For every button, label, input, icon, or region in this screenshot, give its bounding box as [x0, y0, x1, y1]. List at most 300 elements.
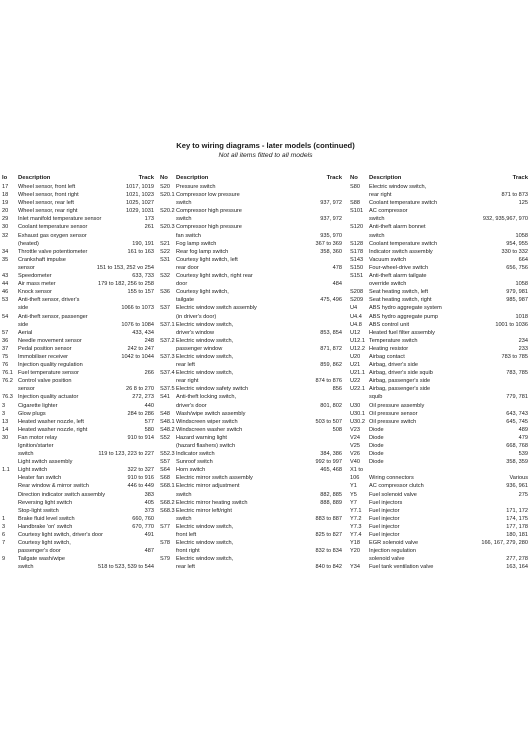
- item-description: Handbrake 'on' switch: [18, 523, 73, 530]
- table-row: [160, 523, 342, 531]
- item-track: 871, 872: [320, 345, 342, 352]
- table-row: [160, 450, 342, 458]
- item-description: Pressure switch: [176, 184, 216, 190]
- item-description: Cigarette lighter: [18, 402, 58, 409]
- item-number: S57: [160, 459, 170, 466]
- item-description: Fuel temperature sensor: [18, 370, 79, 377]
- item-description: switch: [176, 200, 192, 207]
- item-number: 36: [2, 337, 9, 344]
- item-number: 76: [2, 362, 9, 369]
- item-track: 275: [518, 491, 528, 498]
- item-description: Rear window & mirror switch: [18, 483, 89, 490]
- item-number: [2, 458, 18, 466]
- item-track: [339, 474, 342, 482]
- item-description: switch: [176, 491, 192, 498]
- table-row: [160, 418, 342, 426]
- item-description: ABS control unit: [369, 321, 410, 328]
- item-number: S20.3: [160, 224, 175, 231]
- item-description: Fog lamp switch: [176, 240, 217, 247]
- item-number: S22: [160, 248, 170, 255]
- table-row: [160, 426, 342, 434]
- item-number: U30: [350, 402, 361, 409]
- item-number: S78: [160, 540, 170, 547]
- item-number: 76.1: [2, 370, 13, 377]
- table-row: [2, 377, 154, 385]
- item-track: Various: [509, 475, 528, 482]
- table-row: [350, 272, 528, 280]
- item-number: S37.1: [160, 321, 175, 328]
- table-row: [350, 240, 528, 248]
- table-row: [2, 466, 154, 474]
- table-row: [160, 410, 342, 418]
- item-number: S68.1: [160, 483, 175, 490]
- table-row: [350, 393, 528, 401]
- item-number: 9: [2, 556, 6, 563]
- item-number: Y7.4: [350, 532, 362, 539]
- item-track: 883 to 887: [315, 515, 342, 522]
- column-header: [350, 174, 528, 183]
- item-number: S68: [160, 475, 170, 482]
- table-row: [160, 507, 342, 515]
- item-track: 954, 955: [506, 240, 528, 247]
- item-number: S20: [160, 184, 170, 190]
- table-row: [2, 256, 154, 264]
- item-number: U21: [350, 362, 361, 369]
- table-row: [2, 264, 154, 272]
- item-description: Aerial: [18, 329, 33, 336]
- item-description: Wheel sensor, rear left: [18, 200, 74, 207]
- item-number: [2, 385, 18, 393]
- item-number: S68.3: [160, 507, 175, 514]
- item-track: [339, 434, 342, 442]
- table-row: [160, 304, 342, 312]
- item-description: Wheel sensor, rear right: [18, 208, 78, 215]
- table-row: [160, 547, 342, 555]
- item-track: 446 to 449: [127, 483, 154, 490]
- table-row: [160, 240, 342, 248]
- item-description: switch: [369, 216, 385, 223]
- item-track: [339, 183, 342, 191]
- item-track: 668, 768: [506, 443, 528, 449]
- item-track: 171, 172: [506, 507, 528, 514]
- item-description: Electric window switch,: [176, 556, 234, 563]
- item-number: 57: [2, 329, 9, 336]
- table-row: [350, 353, 528, 361]
- header-description: Description: [176, 175, 209, 181]
- item-track: 487: [144, 548, 154, 555]
- item-track: 373: [144, 507, 154, 514]
- item-number: [160, 563, 176, 571]
- item-track: 832 to 834: [315, 548, 342, 555]
- table-row: [160, 482, 342, 490]
- item-number: Y7.2: [350, 515, 362, 522]
- table-row: [350, 458, 528, 466]
- item-track: 670, 770: [132, 523, 154, 530]
- item-description: Airbag, driver's side squib: [369, 370, 433, 377]
- item-number: [160, 547, 176, 555]
- table-row: [2, 215, 154, 223]
- item-description: Diode: [369, 451, 384, 458]
- table-row: [160, 385, 342, 393]
- item-number: [2, 240, 18, 248]
- item-track: 1025, 1027: [126, 200, 154, 207]
- item-number: V24: [350, 434, 360, 441]
- item-description: driver's window: [176, 329, 215, 336]
- item-track: [525, 207, 528, 215]
- item-number: 75: [2, 353, 9, 360]
- item-track: 1058: [515, 232, 528, 239]
- item-description: Wiring connectors: [369, 475, 414, 482]
- item-number: [160, 264, 176, 272]
- item-number: S151: [350, 273, 364, 280]
- item-description: Immobiliser receiver: [18, 353, 69, 360]
- item-number: S120: [350, 224, 364, 231]
- item-track: 358, 360: [320, 248, 342, 255]
- item-description: ABS hydro aggregate system: [369, 305, 442, 312]
- item-number: U22.1: [350, 386, 365, 393]
- item-number: S31: [160, 256, 170, 263]
- table-row: [160, 499, 342, 507]
- item-track: 1021, 1023: [126, 192, 154, 199]
- table-row: [160, 223, 342, 231]
- item-number: U12: [350, 329, 361, 336]
- item-number: U4.8: [350, 321, 362, 328]
- table-row: [160, 321, 342, 329]
- item-number: 30: [2, 434, 9, 441]
- header-description: Description: [18, 175, 51, 181]
- table-row: [350, 539, 528, 547]
- table-row: [350, 215, 528, 223]
- item-description: Electric window switch,: [176, 337, 234, 344]
- item-track: 577: [144, 418, 154, 425]
- item-track: [525, 466, 528, 474]
- item-track: [151, 539, 154, 547]
- item-number: 106: [350, 475, 360, 482]
- item-number: S209: [350, 297, 364, 304]
- item-track: [525, 304, 528, 312]
- item-description: Windscreen wiper switch: [176, 418, 238, 425]
- item-track: 266: [144, 370, 154, 377]
- item-track: 937, 972: [320, 200, 342, 207]
- item-description: driver's door: [176, 402, 207, 409]
- item-number: S41: [160, 394, 170, 401]
- table-row: [160, 288, 342, 296]
- item-track: [525, 272, 528, 280]
- item-description: AC compressor clutch: [369, 483, 424, 490]
- item-description: passenger's door: [18, 548, 61, 555]
- item-number: [2, 563, 18, 571]
- table-row: [2, 402, 154, 410]
- key-column-2: [160, 174, 342, 572]
- item-description: side: [18, 321, 29, 328]
- item-description: [369, 466, 525, 474]
- column-rows: [160, 183, 342, 572]
- item-number: U12.1: [350, 337, 365, 344]
- item-number: S36: [160, 289, 170, 296]
- item-description: Knock sensor: [18, 289, 52, 296]
- item-track: [525, 329, 528, 337]
- item-description: Airbag, passenger's side: [369, 378, 431, 385]
- item-number: 3: [2, 402, 6, 409]
- item-track: 1076 to 1084: [121, 321, 154, 328]
- item-track: [339, 442, 342, 450]
- item-track: 580: [144, 426, 154, 433]
- item-description: Electric window switch,: [369, 184, 427, 190]
- item-track: 277, 278: [506, 556, 528, 563]
- table-row: [160, 313, 342, 321]
- table-row: [160, 434, 342, 442]
- item-description: Pedal position sensor: [18, 345, 72, 352]
- item-track: 190, 191: [132, 240, 154, 247]
- item-description: Electric window switch,: [176, 370, 234, 377]
- item-number: [160, 215, 176, 223]
- table-row: [2, 531, 154, 539]
- item-number: S80: [350, 184, 360, 190]
- item-description: Temperature switch: [369, 337, 418, 344]
- table-row: [350, 207, 528, 215]
- item-track: 992 to 997: [315, 459, 342, 466]
- item-description: Seat heating switch, left: [369, 289, 429, 296]
- item-description: switch: [369, 232, 385, 239]
- item-description: tailgate: [176, 297, 195, 304]
- key-column-1: [2, 174, 154, 572]
- header-no: No: [160, 175, 168, 181]
- table-row: [2, 499, 154, 507]
- table-row: [2, 329, 154, 337]
- item-number: U4: [350, 305, 358, 312]
- table-row: [350, 345, 528, 353]
- item-track: [525, 499, 528, 507]
- item-description: Courtesy light switch, right rear: [176, 273, 253, 280]
- item-description: Wash/wipe switch assembly: [176, 410, 246, 417]
- item-description: squib: [369, 394, 383, 401]
- item-description: Heating resistor: [369, 345, 409, 352]
- item-number: 13: [2, 418, 9, 425]
- item-number: [160, 313, 176, 321]
- item-number: 20: [2, 208, 9, 215]
- item-description: Fuel solenoid valve: [369, 491, 417, 498]
- table-row: [160, 232, 342, 240]
- item-description: Airbag contact: [369, 353, 405, 360]
- item-description: Electric mirror switch assembly: [176, 475, 253, 482]
- table-row: [160, 215, 342, 223]
- item-description: Anti-theft alarm tailgate: [369, 273, 427, 280]
- item-description: ABS hydro aggregate pump: [369, 313, 439, 320]
- item-track: 643, 743: [506, 410, 528, 417]
- item-number: [350, 215, 369, 223]
- item-track: 508: [332, 426, 342, 433]
- item-number: 1: [2, 515, 6, 522]
- table-row: [350, 232, 528, 240]
- table-row: [160, 199, 342, 207]
- item-number: S32: [160, 273, 170, 280]
- item-description: rear right: [176, 378, 199, 385]
- item-description: Diode: [369, 459, 384, 466]
- item-number: S37.2: [160, 337, 175, 344]
- table-row: [350, 523, 528, 531]
- item-number: [2, 491, 18, 499]
- table-row: [160, 377, 342, 385]
- item-description: Injection quality regulation: [18, 362, 83, 369]
- table-row: [2, 361, 154, 369]
- item-description: Speedometer: [18, 273, 52, 280]
- item-number: 34: [2, 248, 9, 255]
- item-description: switch: [176, 216, 192, 223]
- table-row: [2, 563, 154, 571]
- table-row: [350, 563, 528, 571]
- item-number: [2, 499, 18, 507]
- table-row: [350, 499, 528, 507]
- item-track: [339, 507, 342, 515]
- item-number: S37.4: [160, 370, 175, 377]
- item-description: switch: [18, 564, 34, 571]
- item-track: 440: [144, 402, 154, 409]
- item-number: 46: [2, 289, 9, 296]
- item-number: [160, 329, 176, 337]
- item-track: 936, 961: [506, 483, 528, 490]
- column-header: [160, 174, 342, 183]
- table-row: [2, 474, 154, 482]
- item-number: [160, 280, 176, 288]
- table-row: [350, 183, 528, 191]
- item-track: 233: [518, 345, 528, 352]
- item-track: [339, 353, 342, 361]
- item-description: sensor: [18, 264, 35, 271]
- item-description: Exhaust gas oxygen sensor: [18, 232, 87, 239]
- table-row: [160, 280, 342, 288]
- item-track: 405: [144, 499, 154, 506]
- item-number: Y5: [350, 491, 357, 498]
- header-track: Track: [326, 175, 342, 181]
- item-number: [350, 280, 369, 288]
- table-row: [350, 337, 528, 345]
- item-number: U21.1: [350, 370, 365, 377]
- item-track: 539: [518, 451, 528, 458]
- table-row: [160, 402, 342, 410]
- item-track: 358, 359: [506, 459, 528, 466]
- item-description: Indicator switch assembly: [369, 248, 433, 255]
- item-track: [151, 232, 154, 240]
- table-row: [2, 482, 154, 490]
- table-row: [2, 450, 154, 458]
- item-description: Windscreen washer switch: [176, 426, 243, 433]
- item-track: 384, 386: [320, 451, 342, 458]
- table-row: [2, 491, 154, 499]
- item-track: [151, 377, 154, 385]
- item-description: Compressor low pressure: [176, 192, 240, 199]
- table-row: [350, 482, 528, 490]
- item-number: [2, 547, 18, 555]
- item-number: [2, 304, 18, 312]
- item-track: [525, 183, 528, 191]
- item-number: 35: [2, 256, 9, 263]
- item-track: 1018: [515, 313, 528, 320]
- item-description: Light switch assembly: [18, 459, 73, 466]
- item-track: 125: [518, 200, 528, 207]
- table-row: [160, 256, 342, 264]
- table-row: [350, 296, 528, 304]
- item-description: Compressor high pressure: [176, 224, 242, 231]
- item-track: 888, 889: [320, 499, 342, 506]
- item-number: 30: [2, 224, 9, 231]
- item-number: 76.2: [2, 378, 13, 385]
- item-number: U30.2: [350, 418, 365, 425]
- item-description: Coolant temperature switch: [369, 200, 438, 207]
- item-description: Glow plugs: [18, 410, 46, 417]
- item-description: switch: [18, 451, 34, 458]
- item-track: [525, 547, 528, 555]
- item-description: front left: [176, 532, 197, 539]
- item-track: 465, 468: [320, 467, 342, 474]
- item-description: Anti-theft sensor, passenger: [18, 313, 88, 320]
- item-number: 44: [2, 281, 9, 288]
- item-track: [339, 272, 342, 280]
- item-number: [160, 199, 176, 207]
- table-row: [2, 232, 154, 240]
- table-row: [350, 248, 528, 256]
- table-row: [160, 337, 342, 345]
- item-track: [339, 555, 342, 563]
- item-track: 1001 to 1036: [495, 321, 528, 328]
- table-row: [2, 313, 154, 321]
- table-row: [160, 539, 342, 547]
- item-track: 985, 987: [506, 297, 528, 304]
- item-description: Fuel tank ventilation valve: [369, 564, 434, 571]
- item-track: [151, 555, 154, 563]
- item-track: 383: [144, 491, 154, 498]
- item-track: 1066 to 1073: [121, 305, 154, 312]
- header-no: No: [350, 175, 358, 181]
- item-number: 37: [2, 345, 9, 352]
- table-row: [160, 345, 342, 353]
- item-number: S79: [160, 556, 170, 563]
- item-description: Fuel injector: [369, 532, 400, 539]
- item-track: 180, 181: [506, 532, 528, 539]
- item-description: Horn switch: [176, 467, 206, 474]
- table-row: [2, 353, 154, 361]
- item-description: Electric window safety switch: [176, 386, 249, 393]
- page-title: Key to wiring diagrams - later models (continued): [176, 141, 355, 150]
- item-description: override switch: [369, 281, 407, 288]
- table-row: [160, 393, 342, 401]
- table-row: [350, 361, 528, 369]
- item-number: S37.3: [160, 353, 175, 360]
- item-track: 174, 175: [506, 515, 528, 522]
- table-row: [160, 264, 342, 272]
- item-number: [2, 482, 18, 490]
- item-track: 484: [332, 281, 342, 288]
- item-description: Wheel sensor, front right: [18, 192, 79, 199]
- item-track: 161 to 163: [127, 248, 154, 255]
- item-track: [151, 442, 154, 450]
- item-track: [525, 361, 528, 369]
- item-track: [151, 361, 154, 369]
- item-number: 7: [2, 540, 6, 547]
- table-row: [160, 491, 342, 499]
- item-number: 3: [2, 523, 6, 530]
- item-description: Sunroof switch: [176, 459, 213, 466]
- item-track: [525, 377, 528, 385]
- table-row: [2, 458, 154, 466]
- item-track: [151, 313, 154, 321]
- table-row: [2, 434, 154, 442]
- table-row: [2, 523, 154, 531]
- item-track: 330 to 332: [501, 248, 528, 255]
- item-number: Y34: [350, 564, 360, 571]
- table-row: [2, 515, 154, 523]
- item-track: [339, 304, 342, 312]
- item-description: AC compressor: [369, 208, 408, 215]
